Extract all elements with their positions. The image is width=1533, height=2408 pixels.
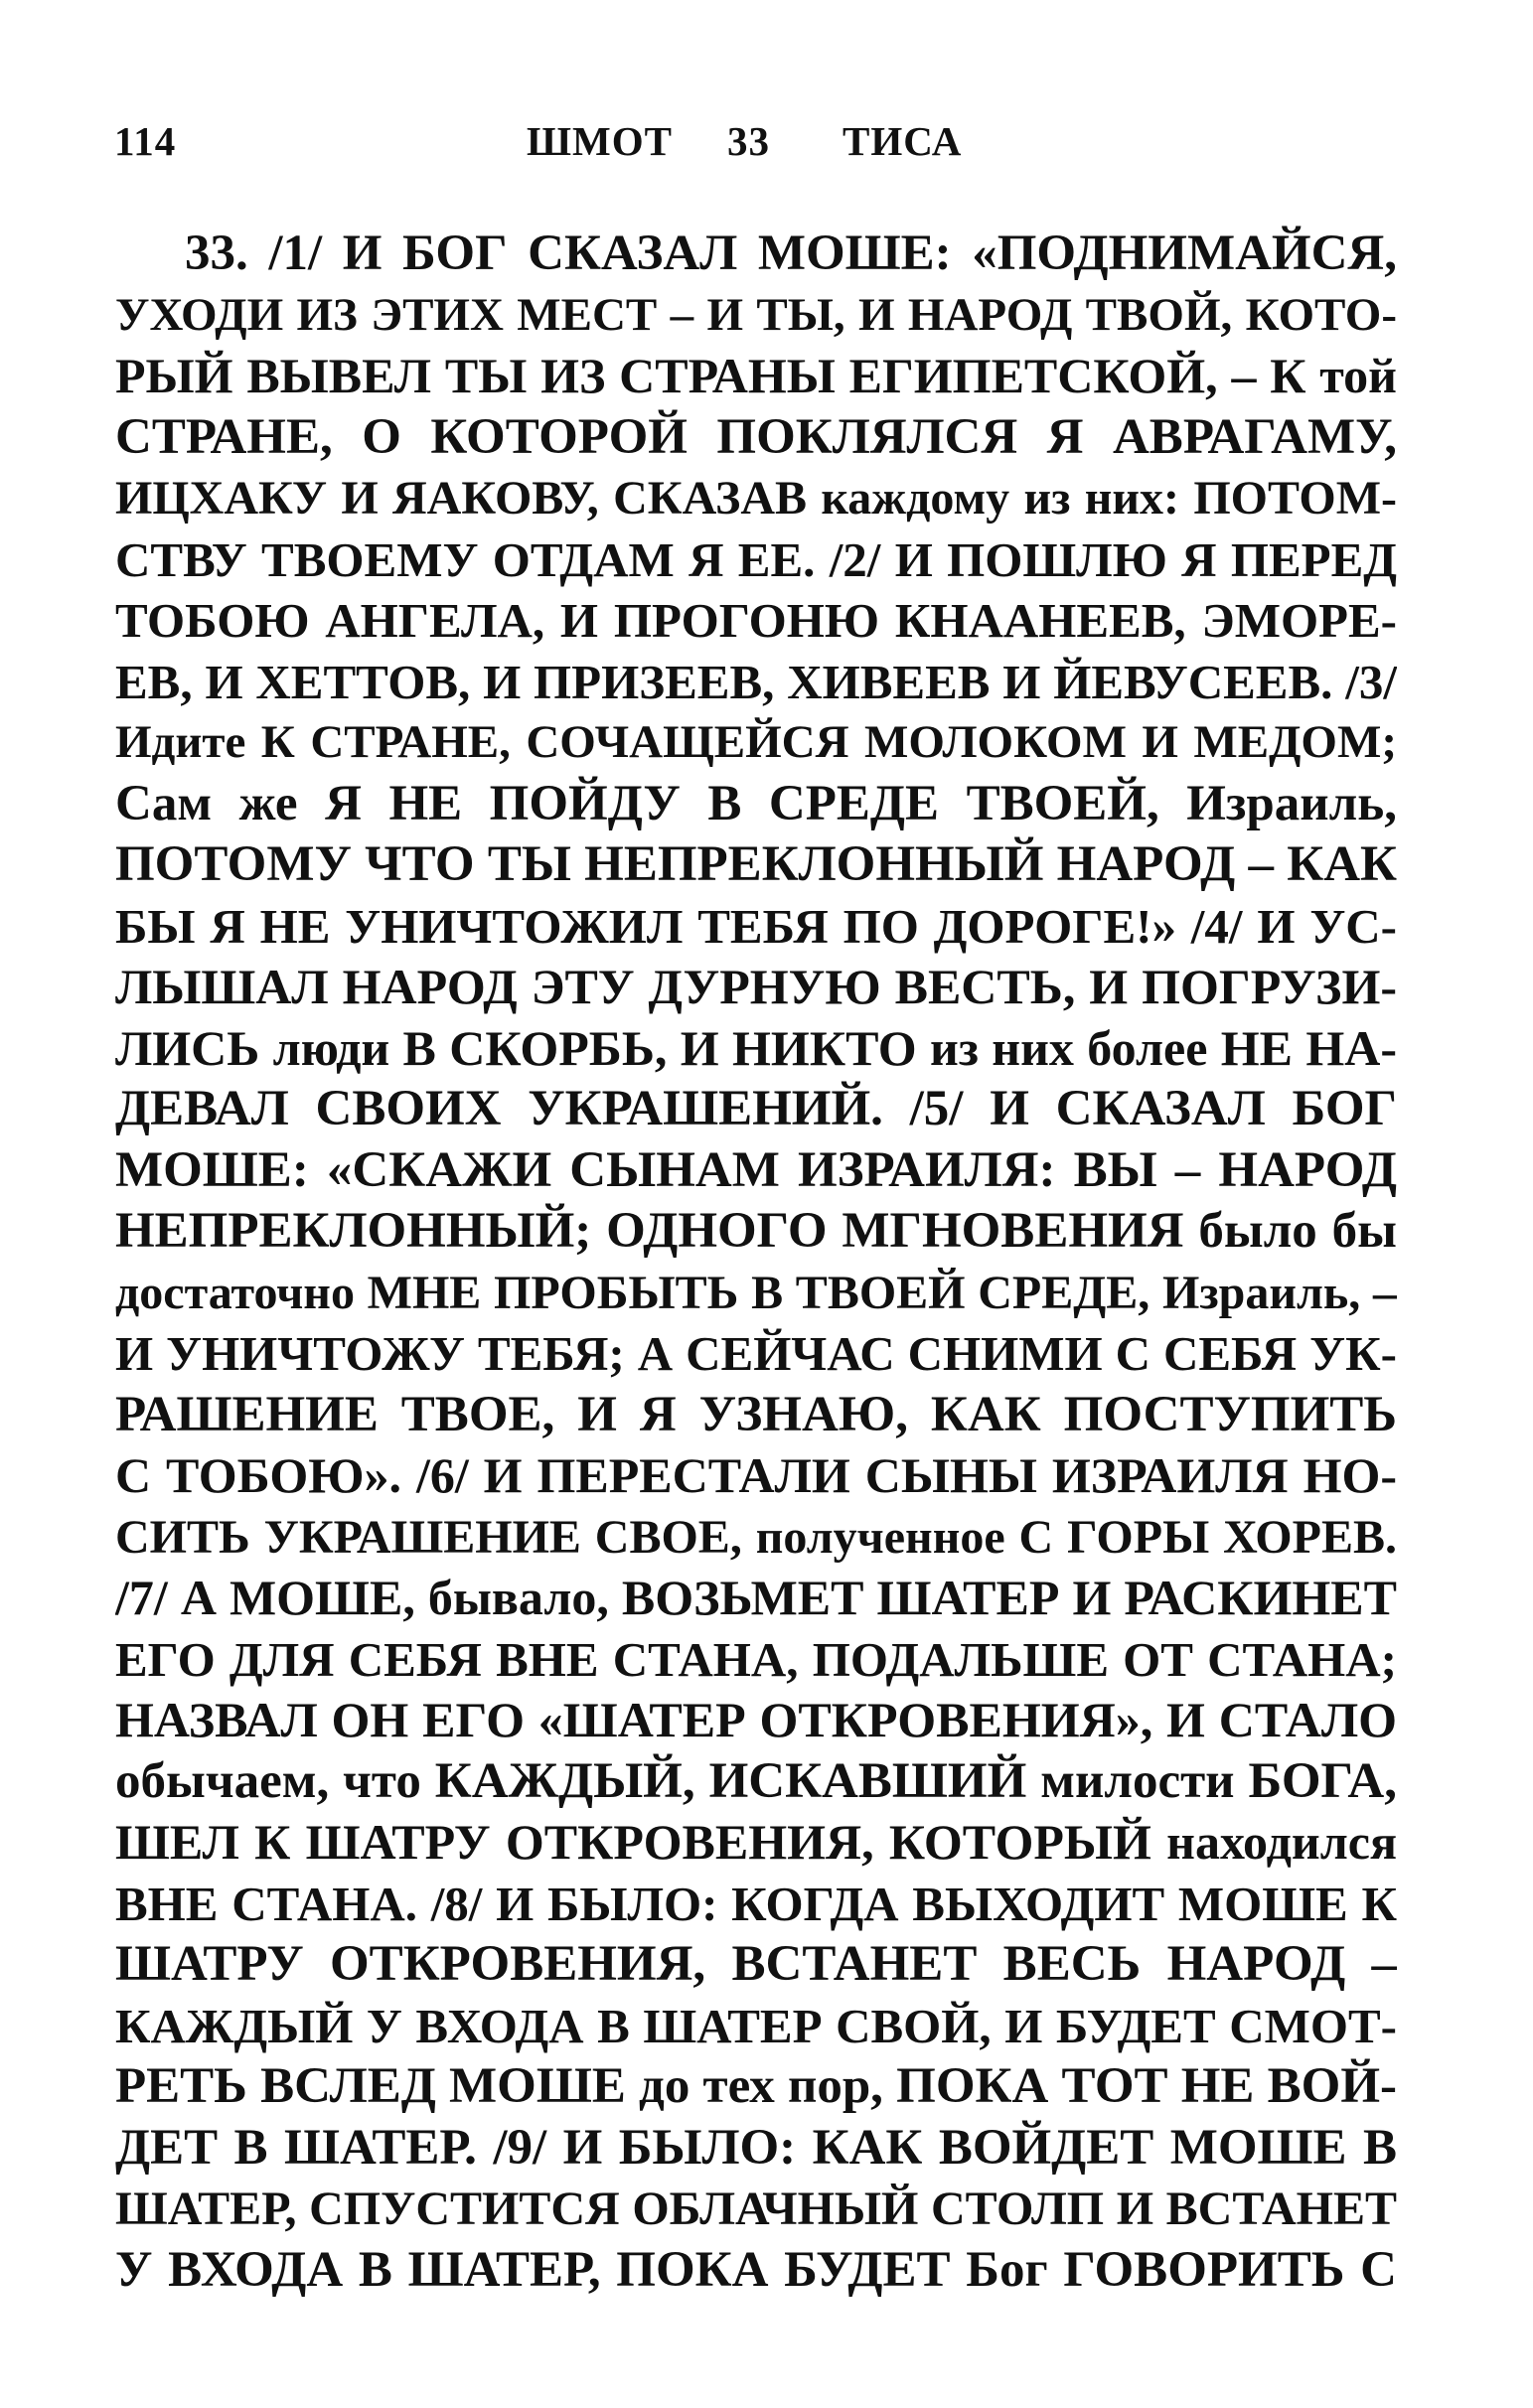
text-line: ШАТЕР, СПУСТИТСЯ ОБЛАЧНЫЙ СТОЛП И ВСТАНЕТ bbox=[115, 2182, 1397, 2235]
text-line: ДЕТ В ШАТЕР. /9/ И БЫЛО: КАК ВОЙДЕТ МОШЕ В bbox=[115, 2119, 1397, 2176]
text-line: БЫ Я НЕ УНИЧТОЖИЛ ТЕБЯ ПО ДОРОГЕ!» /4/ И УС- bbox=[115, 898, 1397, 954]
book-title: ШМОТ bbox=[527, 118, 673, 164]
chapter-number: 33 bbox=[727, 118, 770, 164]
page-number: 114 bbox=[114, 118, 177, 164]
text-line: ЛИСЬ люди В СКОРБЬ, И НИКТО из них более НЕ НА- bbox=[115, 1019, 1397, 1076]
text-line: ТОБОЮ АНГЕЛА, И ПРОГОНЮ КНААНЕЕВ, ЭМОРЕ- bbox=[115, 593, 1397, 648]
text-line: Сам же Я НЕ ПОЙДУ В СРЕДЕ ТВОЕЙ, Израиль, bbox=[115, 775, 1397, 831]
text-line: С ТОБОЮ». /6/ И ПЕРЕСТАЛИ СЫНЫ ИЗРАИЛЯ НО- bbox=[115, 1447, 1397, 1503]
text-line: И УНИЧТОЖУ ТЕБЯ; А СЕЙЧАС СНИМИ С СЕБЯ УК- bbox=[115, 1326, 1397, 1381]
text-line: СИТЬ УКРАШЕНИЕ СВОЕ, полученное С ГОРЫ ХОРЕВ. bbox=[115, 1510, 1397, 1564]
text-line: КАЖДЫЙ У ВХОДА В ШАТЕР СВОЙ, И БУДЕТ СМОТ- bbox=[115, 1998, 1397, 2053]
text-line: ВНЕ СТАНА. /8/ И БЫЛО: КОГДА ВЫХОДИТ МОШЕ К bbox=[115, 1876, 1397, 1931]
text-line: МОШЕ: «СКАЖИ СЫНАМ ИЗРАИЛЯ: ВЫ – НАРОД bbox=[115, 1141, 1397, 1198]
text-line: 33. /1/ И БОГ СКАЗАЛ МОШЕ: «ПОДНИМАЙСЯ, bbox=[185, 226, 1397, 281]
text-line: РЕТЬ ВСЛЕД МОШЕ до тех пор, ПОКА ТОТ НЕ ВОЙ- bbox=[115, 2058, 1397, 2114]
text-line: Идите К СТРАНЕ, СОЧАЩЕЙСЯ МОЛОКОМ И МЕДОМ; bbox=[115, 716, 1397, 768]
text-line: достаточно МНЕ ПРОБЫТЬ В ТВОЕЙ СРЕДЕ, Израиль, – bbox=[115, 1266, 1397, 1319]
running-head bbox=[114, 111, 1396, 171]
portion-title: ТИСА bbox=[843, 118, 963, 164]
text-line: обычаем, что КАЖДЫЙ, ИСКАВШИЙ милости БОГА, bbox=[115, 1752, 1397, 1809]
text-line: РЫЙ ВЫВЕЛ ТЫ ИЗ СТРАНЫ ЕГИПЕТСКОЙ, – К той bbox=[115, 348, 1397, 403]
text-line: ШАТРУ ОТКРОВЕНИЯ, ВСТАНЕТ ВЕСЬ НАРОД – bbox=[115, 1936, 1397, 1992]
text-line: У ВХОДА В ШАТЕР, ПОКА БУДЕТ Бог ГОВОРИТЬ С bbox=[115, 2241, 1397, 2298]
text-line: ИЦХАКУ И ЯАКОВУ, СКАЗАВ каждому из них: ПОТОМ- bbox=[115, 472, 1397, 525]
text-line: ЕГО ДЛЯ СЕБЯ ВНЕ СТАНА, ПОДАЛЬШЕ ОТ СТАНА; bbox=[115, 1631, 1397, 1687]
body-text bbox=[115, 224, 1397, 2301]
text-line: НЕПРЕКЛОННЫЙ; ОДНОГО МГНОВЕНИЯ было бы bbox=[115, 1203, 1397, 1259]
text-line: СТВУ ТВОЕМУ ОТДАМ Я ЕЕ. /2/ И ПОШЛЮ Я ПЕРЕД bbox=[115, 531, 1397, 587]
text-line: СТРАНЕ, О КОТОРОЙ ПОКЛЯЛСЯ Я АВРАГАМУ, bbox=[115, 408, 1397, 465]
text-line: ДЕВАЛ СВОИХ УКРАШЕНИЙ. /5/ И СКАЗАЛ БОГ bbox=[115, 1081, 1397, 1136]
text-line: РАШЕНИЕ ТВОЕ, И Я УЗНАЮ, КАК ПОСТУПИТЬ bbox=[115, 1386, 1397, 1442]
text-line: ПОТОМУ ЧТО ТЫ НЕПРЕКЛОННЫЙ НАРОД – КАК bbox=[115, 836, 1397, 892]
text-line: ШЕЛ К ШАТРУ ОТКРОВЕНИЯ, КОТОРЫЙ находился bbox=[115, 1814, 1397, 1870]
text-line: ЛЫШАЛ НАРОД ЭТУ ДУРНУЮ ВЕСТЬ, И ПОГРУЗИ- bbox=[115, 959, 1397, 1014]
text-line: НАЗВАЛ ОН ЕГО «ШАТЕР ОТКРОВЕНИЯ», И СТАЛО bbox=[115, 1692, 1397, 1747]
text-line: ЕВ, И ХЕТТОВ, И ПРИЗЕЕВ, ХИВЕЕВ И ЙЕВУСЕЕВ. /3/ bbox=[115, 654, 1397, 709]
text-line: УХОДИ ИЗ ЭТИХ МЕСТ – И ТЫ, И НАРОД ТВОЙ, КОТО- bbox=[115, 288, 1397, 341]
text-line: /7/ А МОШЕ, бывало, ВОЗЬМЕТ ШАТЕР И РАСКИНЕТ bbox=[115, 1570, 1397, 1625]
